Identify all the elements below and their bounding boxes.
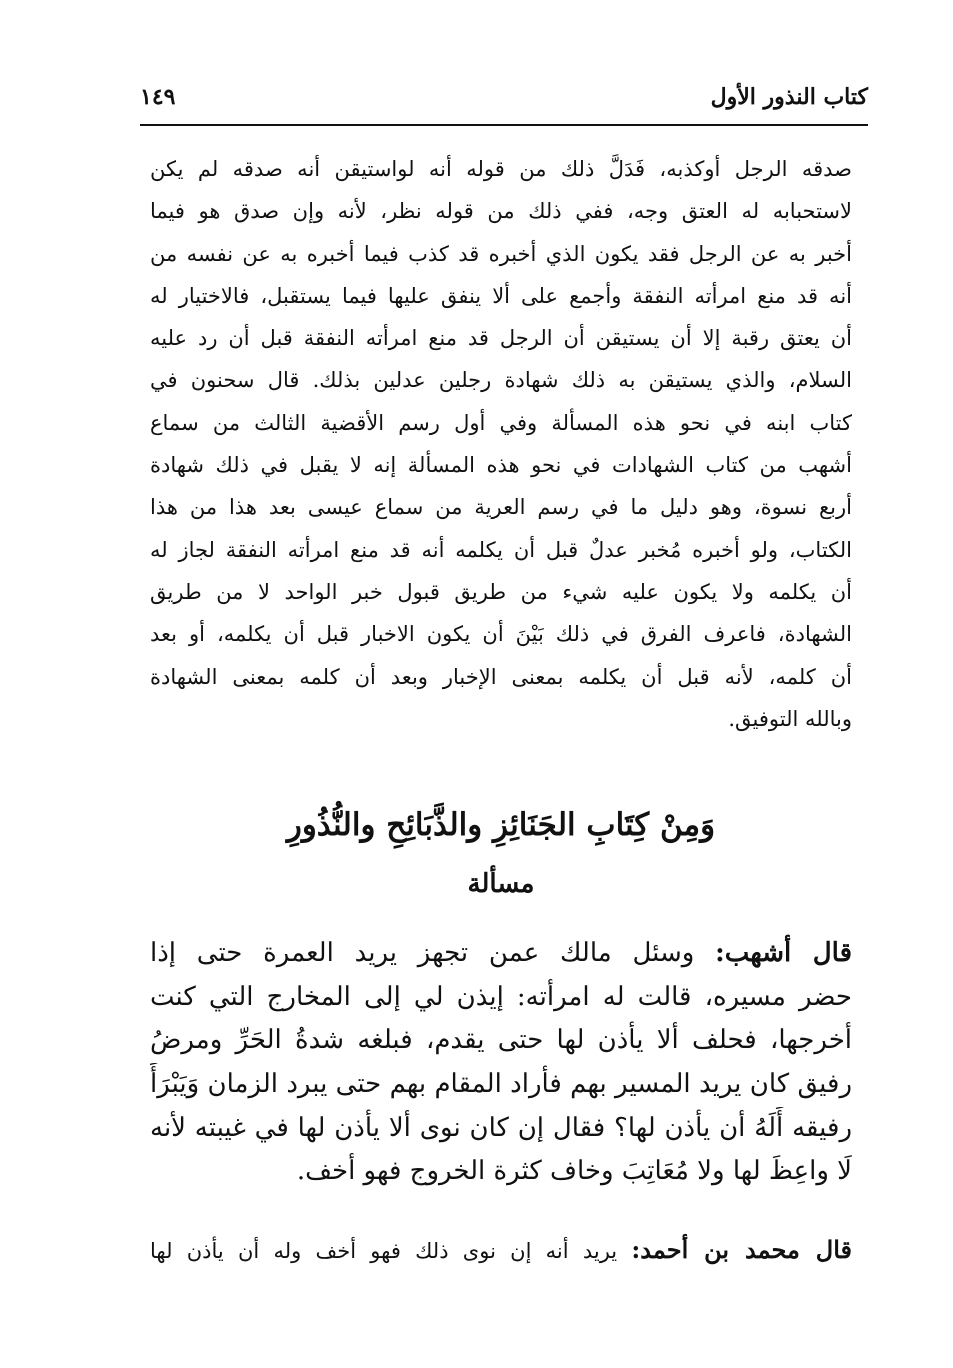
text-line: أن كلمه، لأنه قبل أن يكلمه بمعنى الإخبار وبعد أن كلمه بمعنى الشهادة <box>150 664 852 689</box>
commentary-paragraph <box>150 148 852 740</box>
section-subtitle: مسألة <box>467 869 535 899</box>
text-line: حضر مسيره، قالت له امرأته: إيذن لي إلى المخارج التي كنت <box>150 981 852 1012</box>
line-text: وسئل مالك عمن تجهز يريد العمرة حتى إذا <box>150 938 695 968</box>
text-line: أن يعتق رقبة إلا أن يستيقن أن الرجل قد منع امرأته النفقة قبل أن رد عليه <box>150 326 852 351</box>
text-line: أخرجها، فحلف ألا يأذن لها حتى يقدم، فبلغه شدةُ الحَرِّ ومرضُ <box>150 1025 852 1056</box>
speaker-label: قال محمد بن أحمد: <box>631 1235 852 1264</box>
text-line: السلام، والذي يستيقن به ذلك شهادة رجلين عدلين بذلك. قال سحنون في <box>150 368 852 393</box>
text-line: وبالله التوفيق. <box>728 706 852 731</box>
narration-paragraph <box>150 932 852 1194</box>
text-line: أخبر به عن الرجل فقد يكون الذي أخبره قد كذب فيما أخبره به عن نفسه من <box>150 241 852 266</box>
section-title: وَمِنْ كِتَابِ الجَنَائِزِ والذَّبَائِحِ والنُّذُورِ <box>286 807 716 843</box>
running-title: كتاب النذور الأول <box>710 84 868 110</box>
page-header <box>140 84 868 120</box>
text-line: أنه قد منع امرأته النفقة وأجمع على ألا ينفق عليها فيما يستقبل، فالاختيار له <box>150 283 852 308</box>
text-line: رفيقه أَلَهُ أن يأذن لها؟ فقال إن كان نوى ألا يأذن لها في غيبته لأنه <box>150 1112 852 1143</box>
text-line: الشهادة، فاعرف الفرق في ذلك بَيْنَ أن يكون الاخبار قبل أن يكلمه، أو بعد <box>150 622 852 647</box>
header-rule <box>140 124 868 126</box>
text-line: أشهب من كتاب الشهادات في نحو هذه المسألة إنه لا يقبل في ذلك شهادة <box>150 453 852 478</box>
text-line: لَا واعِظَ لها ولا مُعَاتِبَ وخاف كثرة الخروج فهو أخف. <box>296 1156 852 1187</box>
text-line: لاستحبابه له العتق وجه، ففي ذلك من قوله نظر، لأنه وإن صدق هو فيما <box>150 199 852 224</box>
text-line: الكتاب، ولو أخبره مُخبر عدلٌ قبل أن يكلمه أنه قد منع امرأته النفقة لجاز له <box>150 537 852 562</box>
text-line: رفيق كان يريد المسير بهم فأراد المقام بهم حتى يبرد الزمان وَيَبْرَأَ <box>150 1069 852 1100</box>
page-number: ١٤٩ <box>140 84 176 110</box>
line-text: يريد أنه إن نوى ذلك فهو أخف وله أن يأذن لها <box>150 1239 618 1263</box>
text-line: أربع نسوة، وهو دليل ما في رسم العرية من سماع عيسى بعد هذا من هذا <box>150 495 852 520</box>
text-line: كتاب ابنه في نحو هذه المسألة وفي أول رسم الأقضية الثالث من سماع <box>150 410 852 435</box>
speaker-label: قال أشهب: <box>715 938 852 968</box>
commentary-line <box>150 1228 852 1273</box>
text-line: صدقه الرجل أوكذبه، فَدَلَّ ذلك من قوله أنه لواستيقن أنه صدقه لم يكن <box>150 157 852 181</box>
text-line <box>150 932 852 976</box>
text-line: أن يكلمه ولا يكون عليه شيء من طريق قبول خبر الواحد لا من طريق <box>150 579 852 604</box>
